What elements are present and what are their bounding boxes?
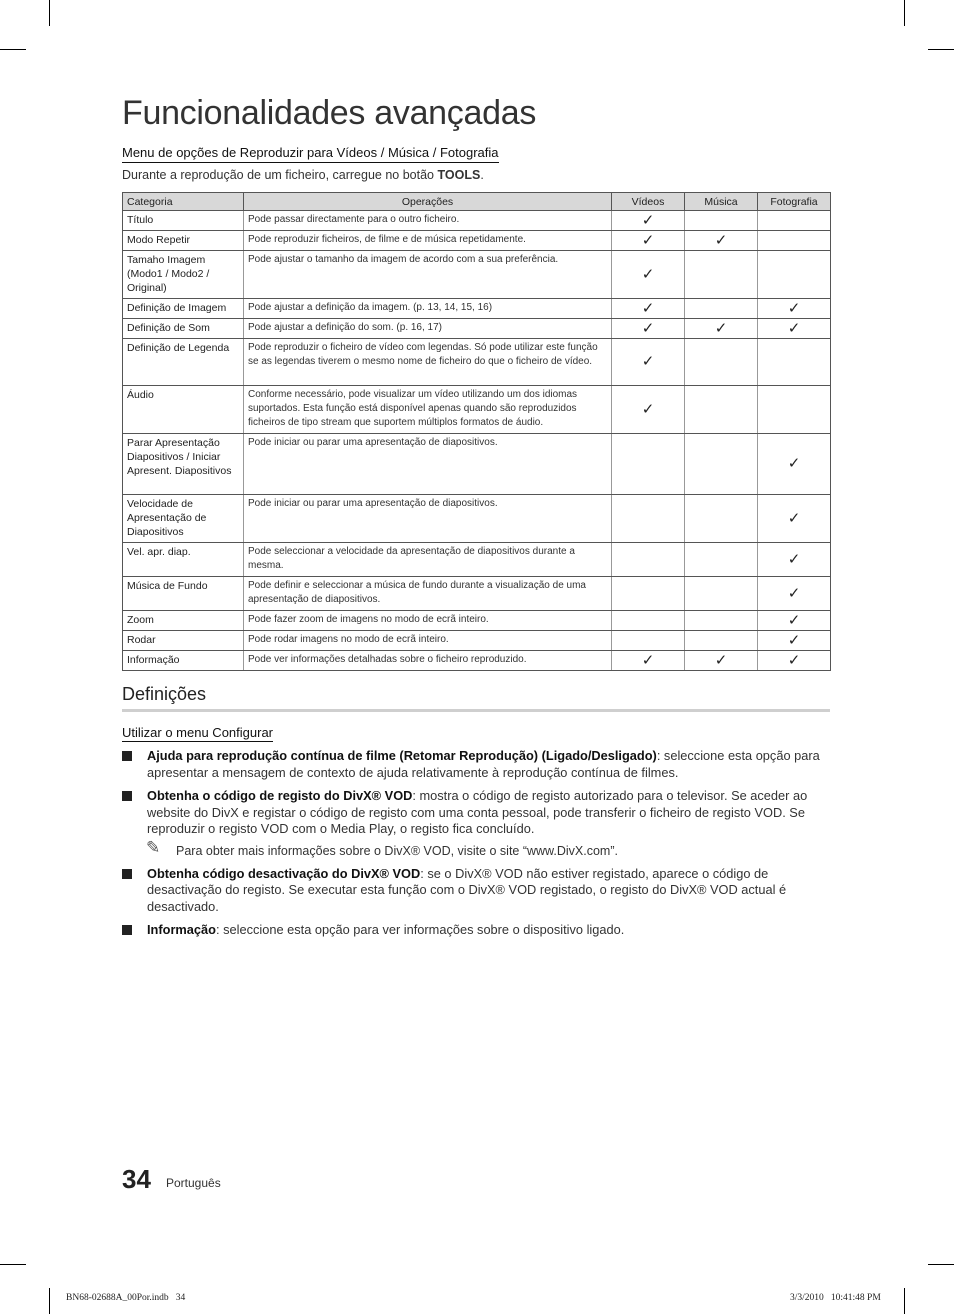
row-operation: Pode definir e seleccionar a música de fundo durante a visualização de uma apresentação de diapositivos. (244, 577, 612, 611)
header-fotografia: Fotografia (758, 193, 831, 211)
check-videos (612, 434, 685, 495)
check-fotografia: ✓ (758, 651, 831, 671)
table-row (123, 386, 831, 434)
check-fotografia: ✓ (758, 299, 831, 319)
item-text: : se o DivX® VOD não estiver registado, aparece o código de desactivação do registo. Se executar esta função com o DivX® VOD registado, o registo do DivX® VOD actual é desactivado. (147, 865, 787, 914)
row-operation: Pode passar directamente para o outro ficheiro. (244, 211, 612, 231)
header-operacoes: Operações (244, 193, 612, 211)
check-fotografia: ✓ (758, 543, 831, 577)
check-musica (685, 543, 758, 577)
check-musica: ✓ (685, 319, 758, 339)
check-fotografia (758, 231, 831, 251)
check-videos: ✓ (612, 231, 685, 251)
crop-mark (49, 1288, 50, 1314)
row-category: Música de Fundo (123, 577, 244, 611)
list-item (122, 748, 822, 781)
check-fotografia: ✓ (758, 611, 831, 631)
note-text: Para obter mais informações sobre o DivX® VOD, visite o site “www.DivX.com”. (176, 843, 618, 858)
check-musica (685, 495, 758, 543)
crop-mark (904, 1288, 905, 1314)
menu-section-heading: Menu de opções de Reproduzir para Vídeos / Música / Fotografia (122, 145, 499, 163)
table-row (123, 631, 831, 651)
check-videos: ✓ (612, 251, 685, 299)
table-row (123, 495, 831, 543)
check-musica (685, 611, 758, 631)
crop-mark (0, 49, 26, 50)
check-fotografia (758, 386, 831, 434)
table-row (123, 319, 831, 339)
crop-mark (928, 49, 954, 50)
menu-intro (122, 168, 484, 182)
table-row (123, 611, 831, 631)
check-musica (685, 211, 758, 231)
page-title: Funcionalidades avançadas (122, 94, 537, 132)
check-fotografia (758, 211, 831, 231)
row-category: Áudio (123, 386, 244, 434)
bullet-square-icon (122, 869, 132, 879)
item-text: : seleccione esta opção para apresentar a mensagem de contexto de ajuda relativamente à reprodução contínua de filmes. (147, 748, 820, 780)
check-videos: ✓ (612, 386, 685, 434)
row-category: Velocidade de Apresentação de Diapositivos (123, 495, 244, 543)
item-text: : seleccione esta opção para ver informações sobre o dispositivo ligado. (215, 922, 625, 937)
row-operation: Pode ajustar a definição do som. (p. 16, 17) (244, 319, 612, 339)
check-musica (685, 299, 758, 319)
item-title: Ajuda para reprodução contínua de filme (Retomar Reprodução) (Ligado/Desligado) (147, 748, 657, 763)
check-videos: ✓ (612, 319, 685, 339)
check-musica (685, 339, 758, 386)
note (122, 837, 822, 859)
check-videos: ✓ (612, 211, 685, 231)
table-row (123, 231, 831, 251)
bullet-square-icon (122, 925, 132, 935)
check-musica (685, 631, 758, 651)
table-header-row (123, 193, 831, 211)
table-row (123, 543, 831, 577)
header-videos: Vídeos (612, 193, 685, 211)
table-row (123, 251, 831, 299)
crop-mark (0, 1264, 26, 1265)
intro-text: Durante a reprodução de um ficheiro, carregue no botão (122, 168, 438, 182)
check-videos (612, 495, 685, 543)
settings-list (122, 748, 822, 946)
bullet-square-icon (122, 751, 132, 761)
list-item (122, 788, 822, 838)
list-item (122, 922, 822, 939)
settings-subheading: Utilizar o menu Configurar (122, 725, 274, 740)
crop-mark (904, 0, 905, 26)
page-language: Português (166, 1176, 221, 1190)
header-musica: Música (685, 193, 758, 211)
print-file-info: BN68-02688A_00Por.indb 34 (66, 1293, 186, 1303)
row-operation: Pode rodar imagens no modo de ecrã inteiro. (244, 631, 612, 651)
check-videos (612, 577, 685, 611)
options-table (122, 192, 831, 671)
row-category: Título (123, 211, 244, 231)
table-row (123, 434, 831, 495)
check-fotografia: ✓ (758, 631, 831, 651)
table-row (123, 339, 831, 386)
table-row (123, 577, 831, 611)
check-fotografia: ✓ (758, 577, 831, 611)
check-videos (612, 611, 685, 631)
note-pencil-icon: ✎ (146, 837, 161, 857)
list-item (122, 866, 822, 916)
check-videos (612, 543, 685, 577)
row-operation: Pode iniciar ou parar uma apresentação de diapositivos. (244, 434, 612, 495)
item-title: Obtenha código desactivação do DivX® VOD (147, 865, 421, 881)
check-videos: ✓ (612, 651, 685, 671)
check-fotografia: ✓ (758, 434, 831, 495)
row-category: Tamaho Imagem (Modo1 / Modo2 / Original) (123, 251, 244, 299)
row-operation: Conforme necessário, pode visualizar um vídeo utilizando um dos idiomas suportados. Esta função está disponível apenas quando são reproduzidos ficheiros de tipo stream que suportem múltiplos formatos de áudio. (244, 386, 612, 434)
crop-mark (49, 0, 50, 26)
check-videos: ✓ (612, 299, 685, 319)
check-videos: ✓ (612, 339, 685, 386)
check-fotografia: ✓ (758, 319, 831, 339)
table-row (123, 651, 831, 671)
intro-end: . (480, 168, 484, 182)
row-operation: Pode fazer zoom de imagens no modo de ecrã inteiro. (244, 611, 612, 631)
table-row (123, 211, 831, 231)
check-musica (685, 434, 758, 495)
row-category: Rodar (123, 631, 244, 651)
table-row (123, 299, 831, 319)
row-category: Definição de Imagem (123, 299, 244, 319)
check-musica (685, 251, 758, 299)
page-number: 34 (122, 1164, 151, 1194)
row-operation: Pode iniciar ou parar uma apresentação de diapositivos. (244, 495, 612, 543)
check-musica (685, 386, 758, 434)
row-operation: Pode ver informações detalhadas sobre o ficheiro reproduzido. (244, 651, 612, 671)
row-operation: Pode reproduzir o ficheiro de vídeo com legendas. Só pode utilizar este função se as legendas tiverem o mesmo nome de ficheiro do que o ficheiro de vídeo. (244, 339, 612, 386)
check-fotografia (758, 339, 831, 386)
row-category: Parar Apresentação Diapositivos / Iniciar Apresent. Diapositivos (123, 434, 244, 495)
row-category: Definição de Som (123, 319, 244, 339)
check-videos (612, 631, 685, 651)
print-timestamp: 3/3/2010 10:41:48 PM (790, 1293, 881, 1303)
row-category: Zoom (123, 611, 244, 631)
tools-button-label: TOOLS (437, 168, 481, 182)
row-operation: Pode seleccionar a velocidade da apresentação de diapositivos durante a mesma. (244, 543, 612, 577)
row-category: Informação (123, 651, 244, 671)
item-text: : mostra o código de registo autorizado para o televisor. Se aceder ao website do DivX e registar o código de registo com uma conta pessoal, pode transferir o ficheiro de registo VOD. Se reproduzir o registo VOD com o Media Play, o registo fica concluído. (147, 788, 808, 836)
check-musica: ✓ (685, 231, 758, 251)
check-fotografia (758, 251, 831, 299)
row-category: Modo Repetir (123, 231, 244, 251)
row-operation: Pode ajustar a definição da imagem. (p. 13, 14, 15, 16) (244, 299, 612, 319)
row-category: Definição de Legenda (123, 339, 244, 386)
check-fotografia: ✓ (758, 495, 831, 543)
bullet-square-icon (122, 791, 132, 801)
check-musica (685, 577, 758, 611)
crop-mark (928, 1264, 954, 1265)
check-musica: ✓ (685, 651, 758, 671)
row-operation: Pode reproduzir ficheiros, de filme e de música repetidamente. (244, 231, 612, 251)
item-title: Informação (147, 922, 216, 937)
row-category: Vel. apr. diap. (123, 543, 244, 577)
settings-heading: Definições (122, 684, 830, 712)
row-operation: Pode ajustar o tamanho da imagem de acordo com a sua preferência. (244, 251, 612, 299)
item-title: Obtenha o código de registo do DivX® VOD (147, 788, 413, 803)
header-categoria: Categoria (123, 193, 244, 211)
